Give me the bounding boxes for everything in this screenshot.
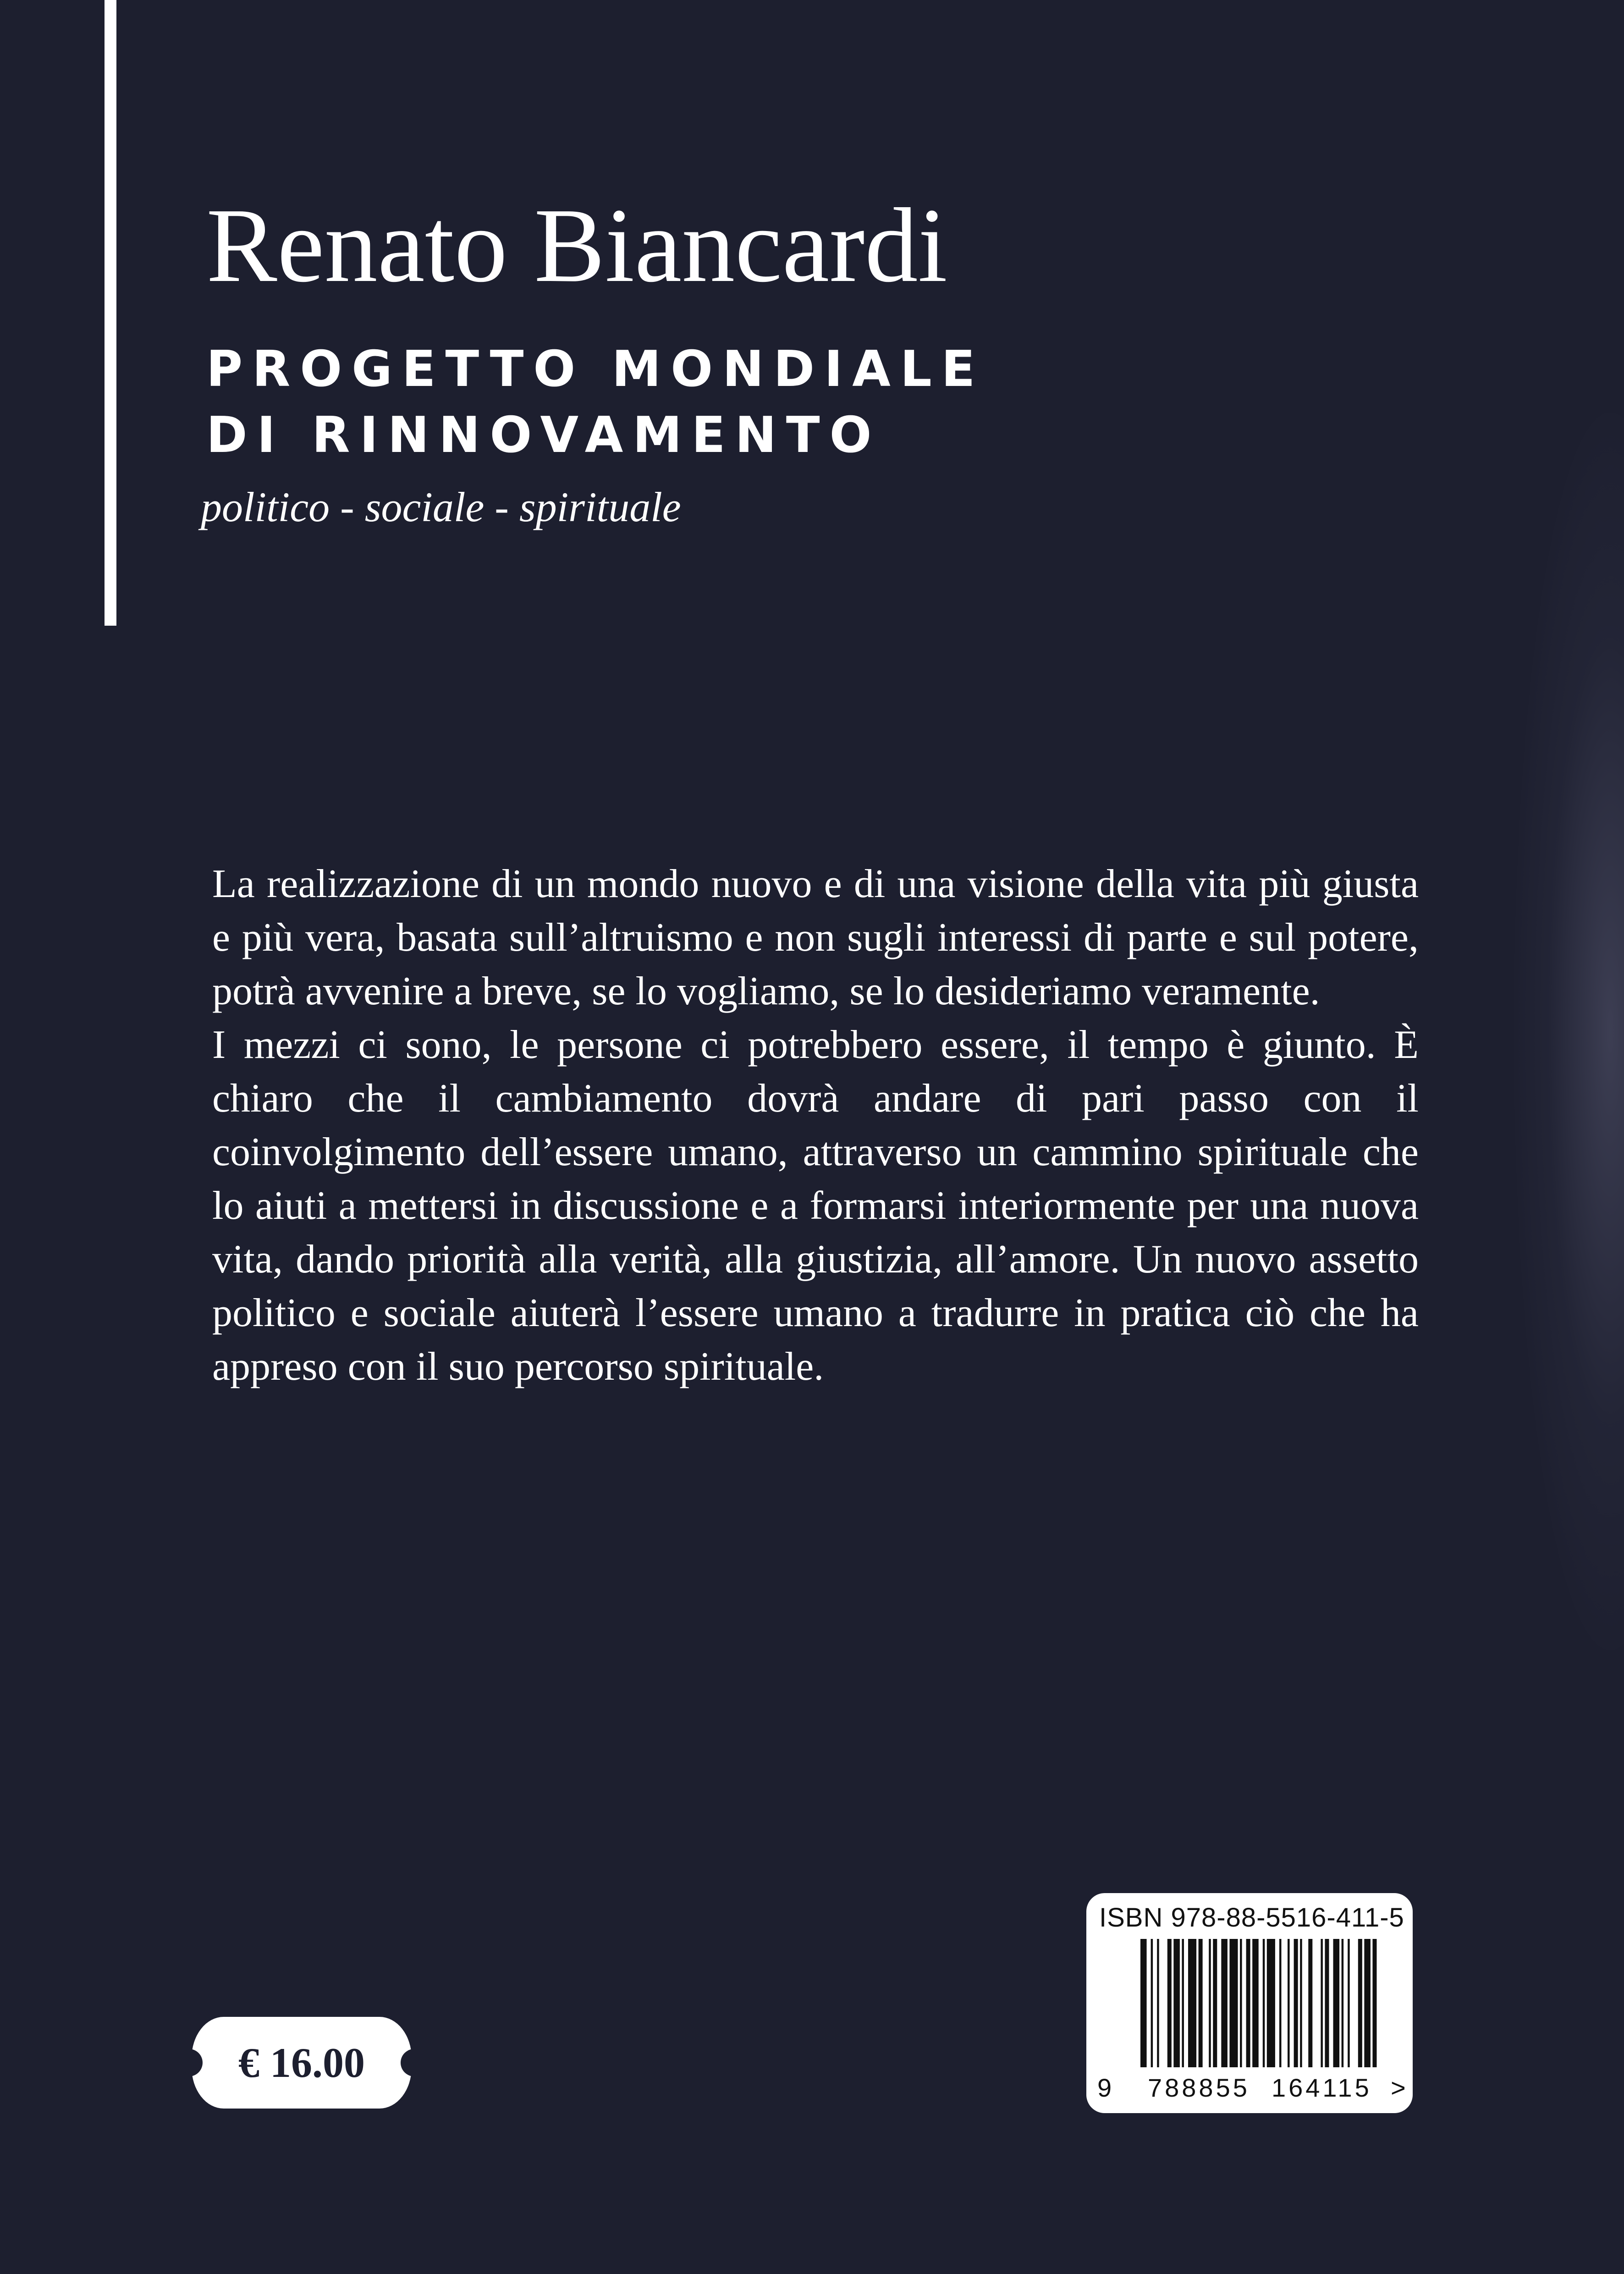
barcode-bar	[1173, 1939, 1180, 2067]
barcode-bar	[1182, 1939, 1184, 2067]
barcode-bar	[1279, 1939, 1282, 2067]
barcode-bar	[1229, 1939, 1238, 2067]
barcode-bar	[1358, 1939, 1362, 2067]
barcode-bar	[1342, 1939, 1344, 2067]
price-tag	[192, 2017, 412, 2109]
book-title	[206, 341, 985, 464]
barcode-arrow: >	[1391, 2073, 1406, 2102]
barcode-bar	[1188, 1939, 1196, 2067]
barcode-digits-left: 788855	[1148, 2073, 1250, 2102]
isbn-barcode-box	[1086, 1893, 1413, 2113]
blurb-paragraph-2: I mezzi ci sono, le persone ci potrebbero essere, il tempo è giunto. È chiaro che il cambiamento dovrà andare di pari passo con il coinvolgimento dell’essere umano, attraverso un cammino spirituale che lo aiuti a mettersi in discussione e a formarsi interiormente per una nuova vita, dando priorità alla verità, alla giustizia, all’amore. Un nuovo assetto politico e sociale aiuterà l’essere umano a tradurre in pratica ciò che ha appreso con il suo percorso spirituale.	[212, 1023, 1419, 1389]
barcode-bar	[1372, 1939, 1376, 2067]
price-label: € 16.00	[238, 2039, 365, 2086]
barcode-digit-first: 9	[1097, 2073, 1112, 2102]
barcode-bar	[1321, 1939, 1323, 2067]
barcode-bar	[1294, 1939, 1298, 2067]
vertical-accent-bar	[105, 0, 116, 626]
title-line-2: DI RINNOVAMENTO	[206, 407, 881, 464]
barcode-bar	[1240, 1939, 1242, 2067]
barcode-bar	[1213, 1939, 1217, 2067]
barcode-bar	[1300, 1939, 1302, 2067]
barcode-bar	[1199, 1939, 1203, 2067]
barcode-bars	[1140, 1939, 1379, 2067]
barcode-bar	[1288, 1939, 1290, 2067]
barcode-bar	[1263, 1939, 1265, 2067]
barcode-bar	[1267, 1939, 1275, 2067]
barcode-bar	[1308, 1939, 1312, 2067]
back-cover-blurb	[212, 857, 1419, 1393]
barcode-bar	[1167, 1939, 1172, 2067]
blurb-paragraph-1: La realizzazione di un mondo nuovo e di una visione della vita più giusta e più vera, basata sull’altruismo e non sugli interessi di parte e sul potere, potrà avvenire a breve, se lo vogliamo, se lo desideriamo veramente.	[212, 862, 1419, 1013]
barcode-bar	[1157, 1939, 1159, 2067]
barcode-bar	[1325, 1939, 1329, 2067]
barcode-bar	[1246, 1939, 1250, 2067]
background-glow	[1514, 413, 1624, 1650]
barcode-bar	[1151, 1939, 1153, 2067]
barcode-bar	[1364, 1939, 1371, 2067]
title-line-1: PROGETTO MONDIALE	[206, 341, 985, 398]
book-subtitle: politico - sociale - spirituale	[201, 484, 681, 530]
barcode-bar	[1252, 1939, 1259, 2067]
author-name: Renato Biancardi	[206, 187, 947, 304]
barcode-bar	[1221, 1939, 1228, 2067]
barcode-digits-right: 164115	[1272, 2073, 1372, 2102]
barcode-bar	[1333, 1939, 1340, 2067]
barcode-bar	[1348, 1939, 1350, 2067]
isbn-label: ISBN 978-88-5516-411-5	[1099, 1903, 1404, 1933]
barcode-bar	[1209, 1939, 1211, 2067]
barcode-bar	[1140, 1939, 1147, 2067]
